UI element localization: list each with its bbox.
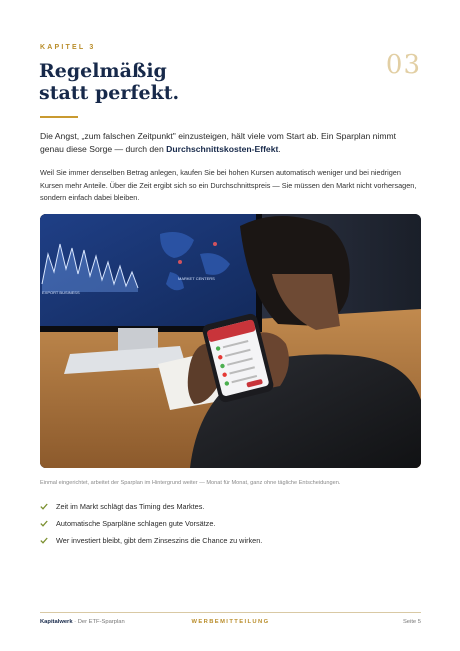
list-item bbox=[40, 515, 262, 532]
check-icon bbox=[40, 520, 52, 527]
footer-brand-suffix: · Der ETF-Sparplan bbox=[72, 619, 125, 625]
check-icon bbox=[40, 537, 52, 544]
lead-emphasis: Durchschnittskosten-Effekt bbox=[166, 144, 279, 154]
photo-investor-with-phone bbox=[40, 214, 421, 468]
photo-caption: Einmal eingerichtet, arbeitet der Sparplan im Hintergrund weiter — Monat für Monat, ganz ohne tägliche Entscheidungen. bbox=[40, 480, 341, 486]
list-item-text: Automatische Sparpläne schlagen gute Vorsätze. bbox=[56, 519, 216, 528]
chapter-label: KAPITEL 3 bbox=[40, 44, 96, 51]
chapter-number: 03 bbox=[385, 50, 421, 80]
lead-text-end: . bbox=[278, 144, 281, 154]
title-line-2: statt perfekt. bbox=[39, 82, 180, 104]
check-icon bbox=[40, 503, 52, 510]
page-footer bbox=[40, 619, 421, 631]
list-item-text: Zeit im Markt schlägt das Timing des Marktes. bbox=[56, 502, 205, 511]
lead-paragraph bbox=[40, 130, 422, 156]
footer-divider bbox=[40, 612, 421, 613]
footer-brand-name: Kapitalwerk bbox=[40, 619, 73, 625]
body-paragraph: Weil Sie immer denselben Betrag anlegen, kaufen Sie bei hohen Kursen automatisch weniger und bei niedrigen Kursen mehr Anteile. Über die Zeit ergibt sich so ein Durchschnittspreis — Sie müssen den Markt nicht vorhersagen, sondern einfach dabei bleiben. bbox=[40, 168, 417, 202]
list-item bbox=[40, 498, 262, 515]
lead-text: Die Angst, „zum falschen Zeitpunkt" einzusteigen, hält viele vom Start ab. Ein Sparplan nimmt genau diese Sorge — durch den bbox=[40, 131, 397, 154]
monitor-label-1: EXPORT BUSINESS bbox=[42, 290, 80, 295]
title-line-1: Regelmäßig bbox=[39, 60, 167, 82]
monitor-label-2: MARKET CENTERS bbox=[178, 276, 215, 281]
photo-illustration bbox=[40, 214, 421, 468]
title-underline bbox=[40, 116, 78, 118]
list-item bbox=[40, 532, 262, 549]
page-number: Seite 5 bbox=[402, 619, 421, 625]
list-item-text: Wer investiert bleibt, gibt dem Zinseszins die Chance zu wirken. bbox=[56, 536, 263, 545]
footer-disclaimer: WERBEMITTEILUNG bbox=[191, 619, 270, 625]
page-title bbox=[39, 60, 339, 104]
key-points-list bbox=[40, 498, 262, 549]
